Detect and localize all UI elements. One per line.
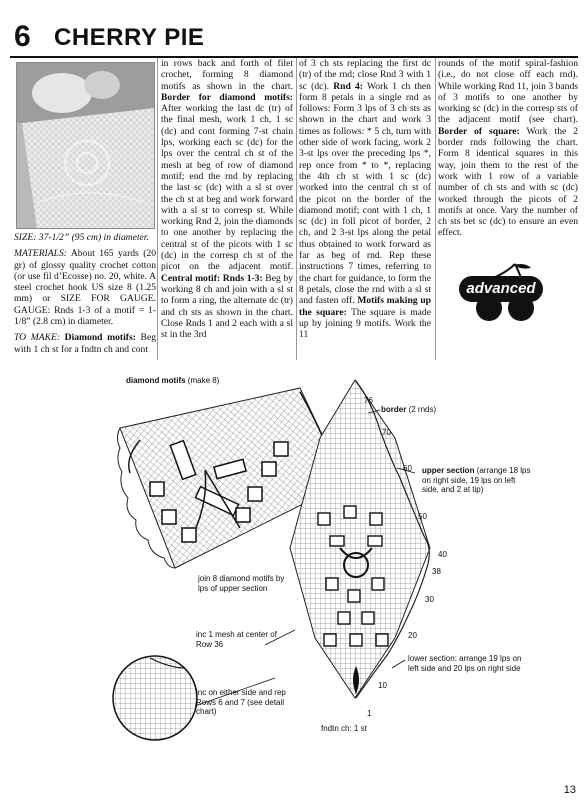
motifs-square-label: Motifs making up the square: [299,295,431,318]
crochet-chart [0,368,588,780]
row-40: 40 [438,550,447,559]
chart-drawing [0,368,588,780]
col2-text2: After working the last dc (tr) of the final mesh, work 1 ch, 1 sc (dc) and cont forming 7-st chain lps, working each sc (dc) for the lps over the central ch st of the mesh at beg of row of diamond motif; end the rnd by replacing the last sc (dc) with a sl st over the ch st at beg and work forward with a sl st to corresp st. While working Rnd 2, join the diamonds to one another by replacing the central st of the picots with 1 sc (dc) in the corresp ch st of the picot on the adjacent motif. [161,103,293,273]
row-50: 50 [418,512,427,521]
badge-label: advanced [459,276,543,302]
col4-text2: Work the 2 border rnds following the chart. Form 8 identical squares in this way, join them to the rest of the work with 1 row of a variable number of ch sts and with sc (dc) worked through the picots of 2 motifs at once. Vary the number of ch sts bet sc (dc) to ensure an even effect. [438,125,578,239]
size-text: 37-1/2” (95 cm) in diameter. [36,232,149,243]
col3-text1: of 3 ch sts replacing the first dc (tr) of the rnd; close Rnd 3 with 1 sc (dc). [299,58,431,92]
inc-1-mesh-note: inc 1 mesh at center of Row 36 [196,630,277,649]
row-76: 76 [364,396,373,405]
col4-text1: rounds of the motif spiral-fashion (i.e., do not close off each rnd). While working Rnd 11, join 3 bands of 3 motifs to one another by working sc (dc) in the corresp sts of the adjacent motif (see chart). [438,58,578,126]
size-label: SIZE: [14,232,37,243]
pattern-title: CHERRY PIE [54,24,205,51]
border-diamond-label: Border for diamond motifs: [161,91,293,103]
page-header [10,20,578,54]
diamond-motifs-title: diamond motifs (make 8) [126,376,220,385]
column-4 [438,58,578,244]
diamond-motifs-label: Diamond motifs: [60,332,136,344]
detail-chart [113,656,197,740]
diamond-motifs-text: Beg with 1 ch st for a fndtn ch and cont [14,332,157,355]
to-make-label: TO MAKE: [14,332,61,344]
row-38: 38 [432,567,441,576]
border-label: border (2 rnds) [381,405,437,414]
column-divider [296,58,297,360]
page-number: 13 [563,784,576,796]
row-20: 20 [408,631,417,640]
row-70: 70 [382,428,391,437]
border-square-label: Border of square: [438,125,520,137]
row-30: 30 [425,595,434,604]
column-2 [161,58,293,345]
column-divider [157,58,158,360]
materials-label: MATERIALS: [14,248,67,260]
col3-text2: Work 1 ch then form 8 petals in a single rnd as follows: Form 3 lps of 3 ch sts as shown in the chart and work 3 times as follows: * 5 ch, turn with other side of work facing, work 2 3-st lps over the preceding lps *, rep once from * to *, replacing the 4th ch st with 1 sc (dc) worked into the central ch st of the picot on the border of the diamond motif; cont with 1 ch, 1 sc (dc) in foll picot of border, 2 ch, and 2 3-st lps along the petal thus obtained to work forward as far as beg of rnd. Rep these instructions 7 times, referring to the chart for guidance, to form the 8 petals, close the rnd with a sl st and fasten off. [299,80,431,307]
col2-text3: Beg by working 8 ch and join with a sl st to form a ring, the alternate dc (tr) and ch sts as shown in the chart. Close Rnds 1 and 2 each with a sl st in the 3rd [161,272,293,341]
row-1: 1 [367,709,372,718]
lower-section-label: lower section: arrange 19 lps on left side and 20 lps on right side [408,654,522,673]
difficulty-badge [455,262,550,322]
central-motif-label: Central motif: Rnds 1-3: [161,272,263,284]
column-1 [14,232,156,360]
upper-section-label: upper section (arrange 18 lps on right side, 19 lps on left side, and 2 at tip) [422,466,531,494]
col3-text3: The square is made up by joining 9 motifs. Work the 11 [299,306,431,341]
column-3 [299,58,431,345]
row-60: 60 [403,464,412,473]
row-10: 10 [378,681,387,690]
pattern-number: 6 [14,20,31,53]
rnd4-label: Rnd 4: [333,80,363,92]
materials-text: About 165 yards (20 gr) of glossy quality crochet cotton (or use fil d’Ecosse) no. 20, white. A steel crochet hook US size 8 (1.25 mm) or SIZE FOR GAUGE. GAUGE: Rnds 1-3 of a motif = 1-1/8” (2.8 cm) in diameter. [14,248,156,328]
join-note: join 8 diamond motifs by lps of upper section [198,574,285,593]
col2-text1: in rows back and forth of filet crochet, forming 8 diamond motifs as shown in the chart. [161,58,293,92]
column-divider [435,58,436,360]
inc-rep-note: inc on either side and rep Rows 6 and 7 (see detail chart) [196,688,286,716]
product-photo [16,62,155,229]
fndtn-ch-label: fndtn ch: 1 st [321,724,367,733]
